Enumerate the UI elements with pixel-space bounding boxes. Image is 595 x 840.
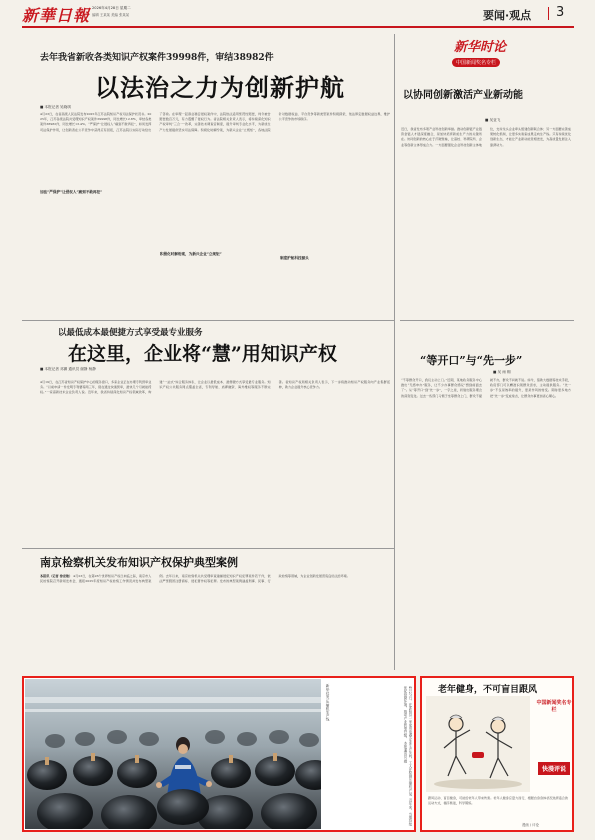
health-tag: 快漫评说 xyxy=(538,762,570,775)
column-body: 近日，我省发布多项产业科技创新举措。推动创新链产业链资金链人才链深度融合，是加快培育新质生产力的关键所在。协同创新的核心在于打破壁垒，让高校、科研院所、企业等创新主体形成合力。一方面要强化企业科技创新主体地位，支持龙头企业牵头组建创新联合体；另一方面要完善成果转化机制，让更多实验室成果走向生产线。只有持续优化创新生态，才能让产业新动能竞相迸发，为高质量发展注入澎湃动力。 xyxy=(401,127,571,147)
section-title: 要闻·观点 xyxy=(483,9,532,22)
column-brand: 新华时论 xyxy=(454,40,507,55)
column-brand-box xyxy=(440,36,550,78)
column-author: ■ 吴亚飞 xyxy=(485,118,501,122)
masthead xyxy=(0,0,595,26)
health-brand-badge xyxy=(536,700,572,758)
opinion-author: ■ 吴 雨 桐 xyxy=(493,370,511,374)
health-brand: 中国新闻奖名专栏 xyxy=(536,700,572,713)
feature-body: 4月19日，在江苏省知识产权保护中心的服务窗口，多家企业正在办理专利预审业务。“以前申请一件发明专利要等两三年，现在通过快速预审，最快几个月就能授权。”一家高新技术企业负责人说。近年来，我省持续深化知识产权领域改革，构建“一站式”综合服务体系，让企业以最低成本、最便捷方式享受最专业服务。知识产权公共服务网点覆盖全省，专利导航、质押融资、海外维权等服务不断完善。省知识产权局相关负责人表示，下一步将推动知识产权服务向产业集群延伸，助力企业提升核心竞争力。 xyxy=(40,380,390,395)
lead-subhead-1: 加法“严保护”让侵权人“痛到不敢再犯” xyxy=(40,190,150,195)
column-divider xyxy=(394,34,395,670)
opinion-body: “不等群众开口，我们主动上门。”近期，某地政务服务中心推出“无感申办”服务，让不少办事群众感叹“想到前面去了”。从“等开口”到“先一步”，一字之差，折射出服务理念的深刻变化。过去一些部门习惯于坐等群众上门，群众不提就不办，群众不问就不说。如今，借助大数据等技术手段，政府部门可以精准识别群众需求，主动提供服务。“先一步”不仅是效率的提升，更是作风的转变。期待更多地方把“先一步”变成常态，让群众办事更加省心顺心。 xyxy=(401,378,571,398)
health-body: 跟风运动、盲目健身，可能给老年人带来伤害。老年人健身应量力而行，根据自身身体状况选择适合的运动方式，循序渐进，科学锻炼。 xyxy=(428,796,568,806)
masthead-editors: 编辑 王某某 美编 张某某 xyxy=(92,13,130,17)
section-divider xyxy=(548,7,549,20)
photo-vertical-caption: 新华社发 压缩机生产线 xyxy=(326,684,330,722)
feature-kicker: 以最低成本最便捷方式享受最专业服务 xyxy=(58,328,203,338)
lead-subhead-3: 制度护航科技源头 xyxy=(280,256,390,261)
feature-top-rule xyxy=(22,320,394,321)
health-headline: 老年健身，不可盲目跟风 xyxy=(438,685,538,695)
feature-byline: ■ 本报记者 邓渊 通讯员 谢静 杨静 xyxy=(40,367,96,371)
masthead-logo: 新華日報 xyxy=(22,6,91,25)
opinion-headline: “等开口”与“先一步” xyxy=(420,354,523,367)
column-headline: 以协同创新激活产业新动能 xyxy=(403,90,523,101)
health-credit: 漫画 / 评论 xyxy=(522,823,539,827)
court-headline: 南京检察机关发布知识产权保护典型案例 xyxy=(40,556,238,569)
photo-caption: 4月27日，在沭阳县一家家用电器企业生产车间，工人在检测压缩机产品。近年来，当地持续优化营商环境，推动产业转型升级。 本报通讯员 摄 xyxy=(403,686,412,826)
photo-frame xyxy=(22,676,416,832)
lead-body: 4月23日，在省高级人民法院发布2025年江苏法院知识产权司法保护状况书。2025年，江苏各级法院共受理知识产权案件39998件，同比增长12.8%，审结各类案件38982件，同比增长13.4%。“严保护”让侵权人“痛到不敢再犯”，如何发挥司法保护作用，让创新者在公平竞争中获得应有回报，江苏法院以实际行动给出了答卷。在审理一起商业秘密侵权案件中，法院依法适用惩罚性赔偿，判令被告赔偿数百万元，有力震慑了侵权行为。省法院相关负责人表示，将持续深化知识产权审判“三合一”改革，完善技术调查官制度，提升审判专业化水平，为新质生产力发展提供坚实司法保障。积极化时解纷案，为新兴企业“立规矩”，各地法院针对数据权益、平台竞争等新类型案件积极探索，依法界定数据权益边界，维护公平竞争的市场秩序。 xyxy=(40,112,390,132)
cartoon-image xyxy=(426,696,530,792)
factory-photo xyxy=(25,679,321,829)
lead-kicker: 去年我省新收各类知识产权案件39998件，审结38982件 xyxy=(40,53,274,63)
lead-byline: ■ 本报记者 吴晓琪 xyxy=(40,105,71,109)
health-box xyxy=(420,676,574,832)
column-sub-brand: 中国新闻奖名专栏 xyxy=(452,58,500,67)
court-top-rule xyxy=(22,548,394,549)
factory-photo-image xyxy=(25,679,321,829)
masthead-date: 2026年4月28日 星期二 xyxy=(92,6,131,10)
opinion-top-rule xyxy=(400,320,574,321)
lead-headline: 以法治之力为创新护航 xyxy=(95,73,345,102)
court-body-text: 4月23日，在第26个世界知识产权日来临之际，南京市人民检察院召开新闻发布会，通报2025年度知识产权检察工作情况并发布典型案例。去年以来，南京检察机关共受理审查逮捕侵犯知识产权犯罪案件若干件，依法严惩假冒注册商标、侵犯著作权等犯罪。发布的典型案例涵盖刑事、民事、行政检察等领域，为企业创新发展营造良好法治环境。 xyxy=(40,574,350,584)
lead-subhead-2: 积极化时解纷案，为新兴企业“立规矩” xyxy=(160,252,270,257)
masthead-rule xyxy=(22,26,574,28)
feature-headline: 在这里，企业将“慧”用知识产权 xyxy=(68,343,337,365)
court-body xyxy=(40,574,390,670)
page-number: 3 xyxy=(556,5,565,20)
court-byline: 本报讯（记者 徐宏艳） xyxy=(40,574,73,578)
cartoon-illustration xyxy=(426,696,530,792)
